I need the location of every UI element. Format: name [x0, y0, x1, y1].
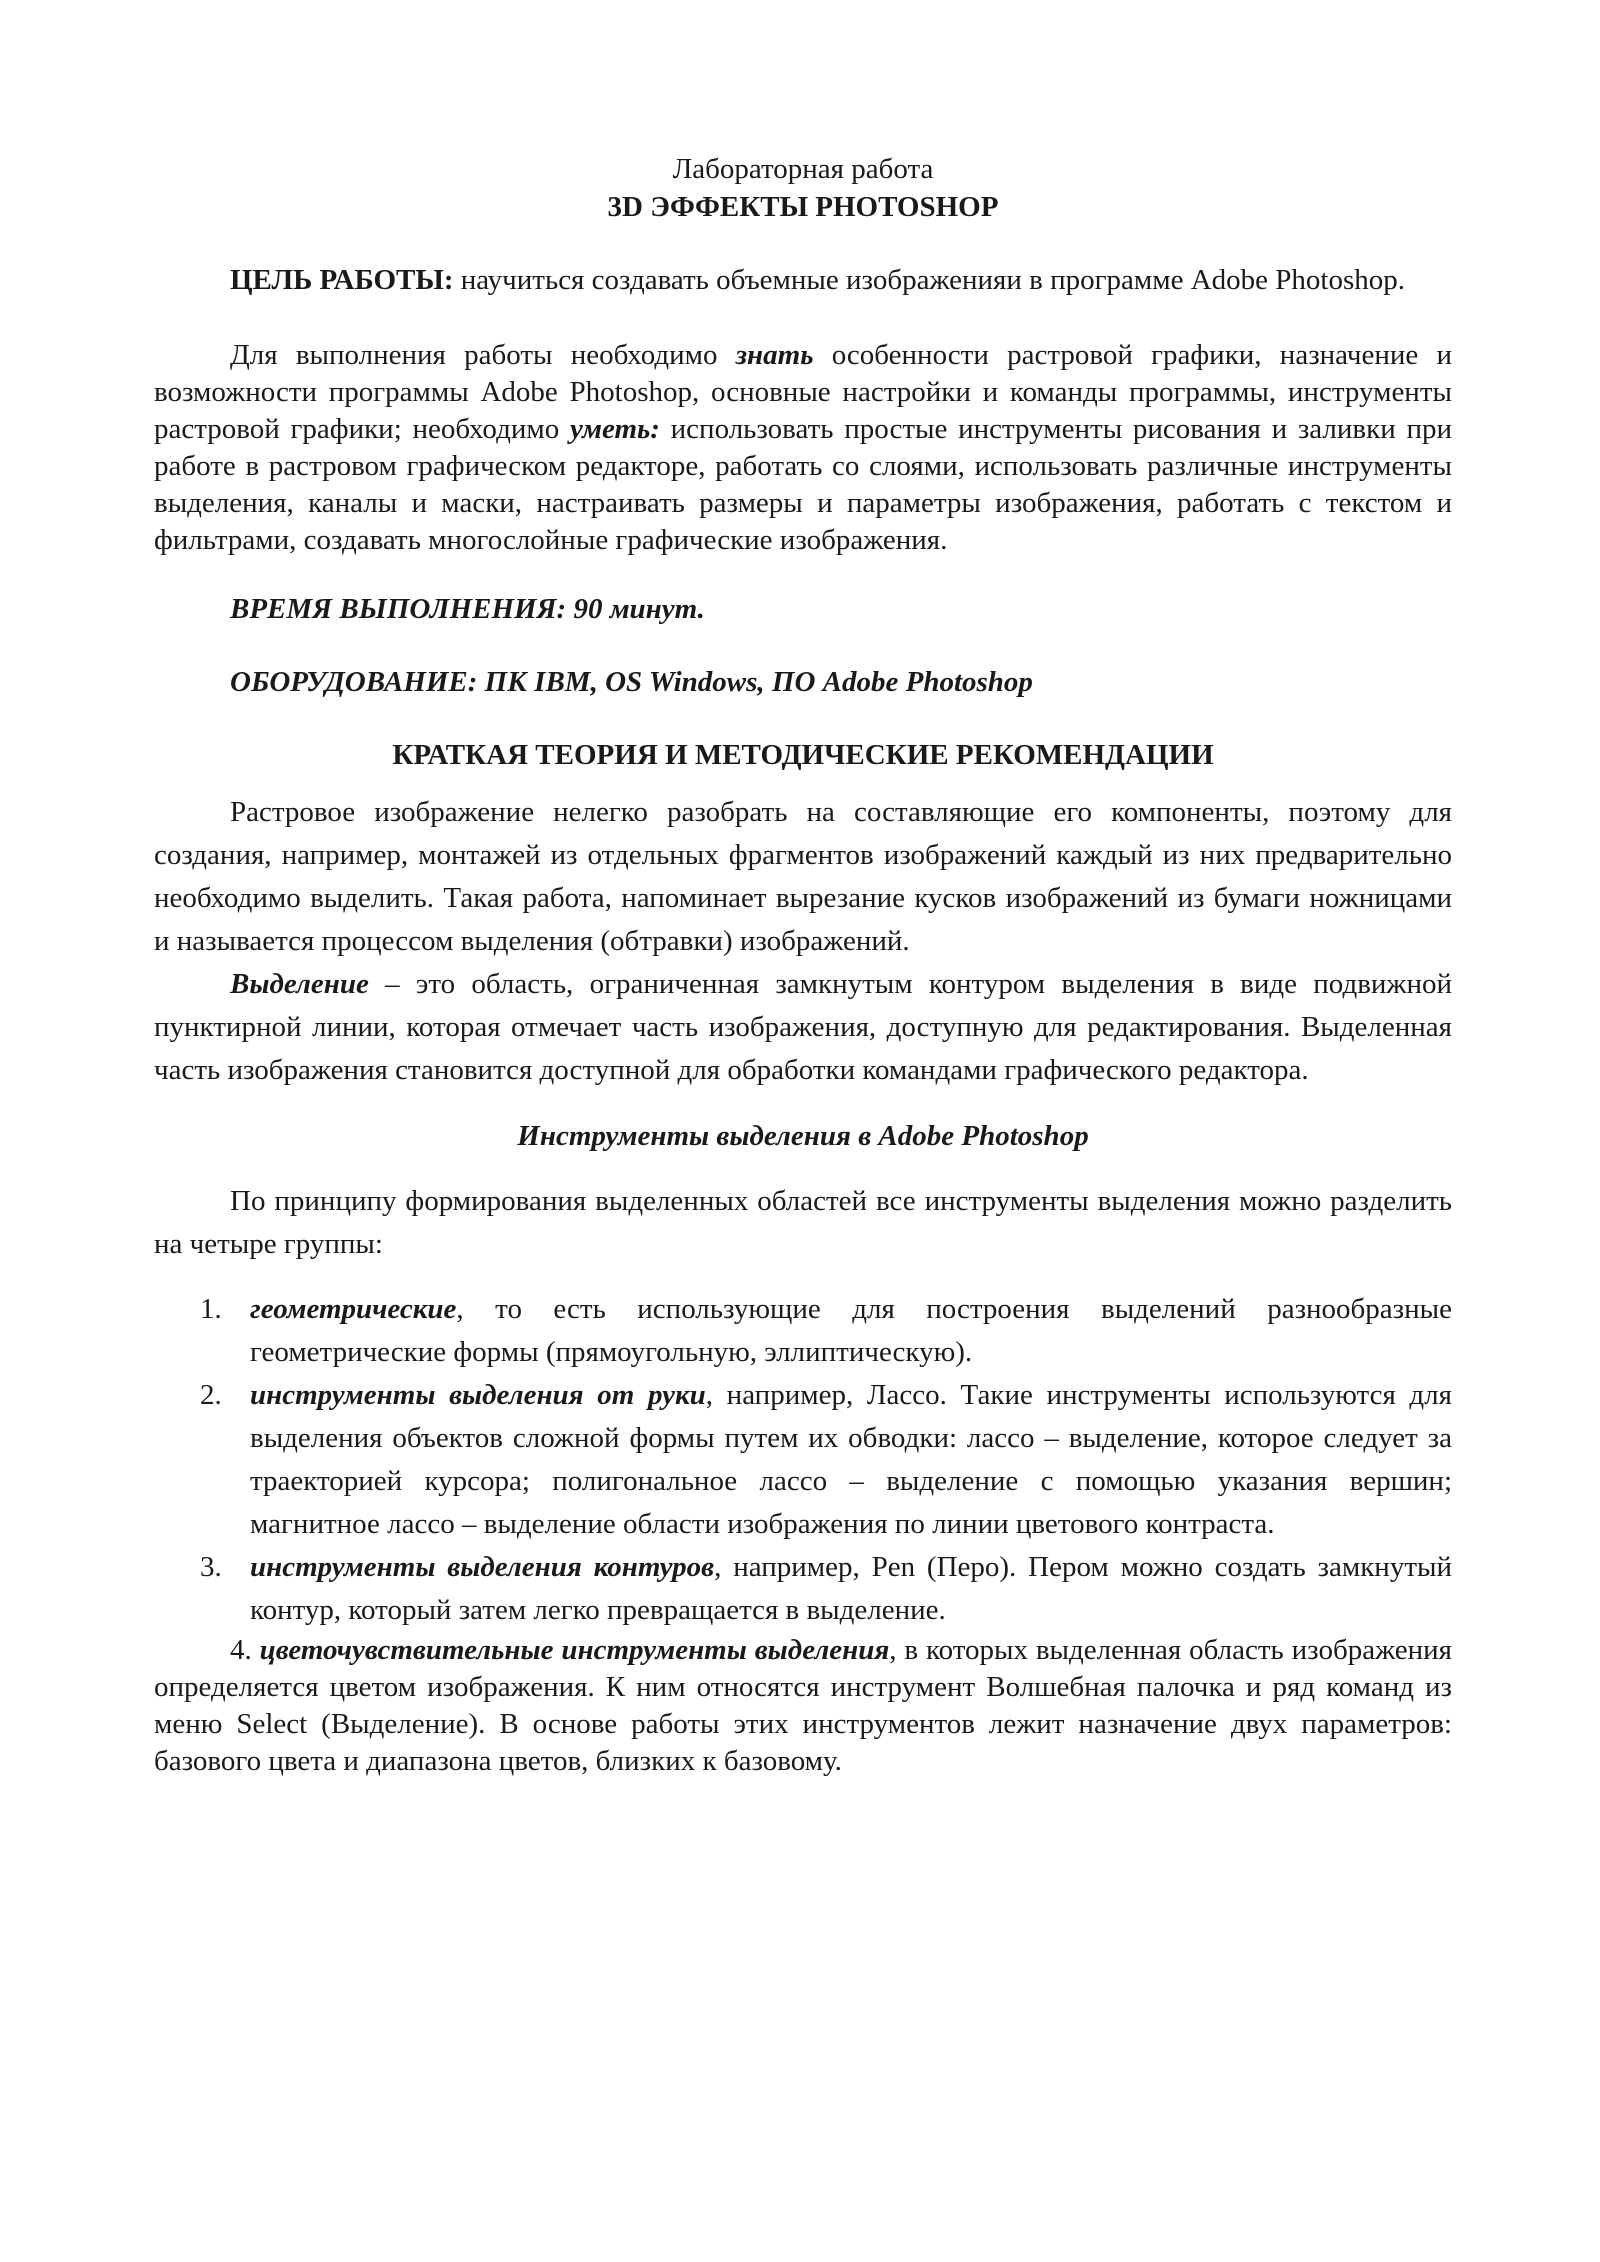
- document-title: 3D ЭФФЕКТЫ PHOTOSHOP: [607, 191, 999, 223]
- list-item-term: инструменты выделения контуров: [250, 1551, 715, 1583]
- goal-paragraph: [154, 262, 1452, 299]
- requirements-text-3: использовать простые инструменты рисования и заливки при работе в растровом графическом редакторе, работать со слоями, использовать различные инструменты выделения, каналы и маски, настраивать размеры и параметры изображения, работать с текстом и фильтрами, создавать многослойные графические изображения.: [154, 413, 1452, 556]
- theory-paragraph-2: [154, 963, 1452, 1092]
- goal-label: ЦЕЛЬ РАБОТЫ:: [230, 264, 454, 296]
- list-item-number: 4.: [230, 1634, 252, 1666]
- list-item-description: , например, Pen (Перо). Пером можно создать замкнутый контур, который затем легко превращается в выделение.: [250, 1551, 1453, 1626]
- equipment-line: ОБОРУДОВАНИЕ: ПК IBM, OS Windows, ПО Adobe Photoshop: [230, 666, 1033, 698]
- document-type: Лабораторная работа: [672, 153, 934, 185]
- theory-heading: КРАТКАЯ ТЕОРИЯ И МЕТОДИЧЕСКИЕ РЕКОМЕНДАЦИИ: [392, 739, 1214, 771]
- tools-heading: Инструменты выделения в Adobe Photoshop: [517, 1120, 1089, 1152]
- goal-text: научиться создавать объемные изображенияи в программе Adobe Photoshop.: [453, 264, 1405, 296]
- list-item: [154, 1288, 1452, 1374]
- list-item-text: [200, 1288, 1452, 1374]
- list-item: [154, 1546, 1452, 1632]
- list-item-number: 3.: [200, 1551, 222, 1583]
- time-line: ВРЕМЯ ВЫПОЛНЕНИЯ: 90 минут.: [230, 593, 705, 625]
- theory-paragraph-1: Растровое изображение нелегко разобрать на составляющие его компоненты, поэтому для создания, например, монтажей из отдельных фрагментов изображений каждый из них предварительно необходимо выделить. Такая работа, напоминает вырезание кусков изображений из бумаги ножницами и называется процессом выделения (обтравки) изображений.: [154, 796, 1452, 957]
- selection-term: Выделение: [230, 968, 369, 1000]
- list-item-text: [200, 1546, 1453, 1632]
- tools-intro: По принципу формирования выделенных областей все инструменты выделения можно разделить на четыре группы:: [154, 1185, 1452, 1260]
- selection-definition: – это область, ограниченная замкнутым контуром выделения в виде подвижной пунктирной линии, которая отмечает часть изображения, доступную для редактирования. Выделенная часть изображения становится доступной для обработки командами графического редактора.: [154, 968, 1452, 1086]
- requirements-text-2: особенности растровой графики, назначение и возможности программы Adobe Photoshop, основные настройки и команды программы, инструменты растровой графики; необходимо: [154, 339, 1452, 445]
- requirements-can: уметь:: [569, 413, 660, 445]
- list-item: [154, 1374, 1452, 1546]
- list-item-description: , в которых выделенная область изображения определяется цветом изображения. К ним относятся инструмент Волшебная палочка и ряд команд из меню Select (Выделение). В основе работы этих инструментов лежит назначение двух параметров: базового цвета и диапазона цветов, близких к базовому.: [154, 1634, 1453, 1777]
- requirements-know: знать: [735, 339, 814, 371]
- requirements-text-1: Для выполнения работы необходимо: [230, 339, 736, 371]
- list-item-number: 2.: [200, 1379, 222, 1411]
- tool-groups-list: [154, 1288, 1452, 1780]
- list-item-text: [200, 1374, 1452, 1546]
- document-page: [154, 150, 1452, 1780]
- list-item-term: геометрические: [250, 1293, 457, 1325]
- list-item-description: , то есть использующие для построения выделений разнообразные геометрические формы (прямоугольную, эллиптическую).: [250, 1293, 1452, 1368]
- list-item: [154, 1632, 1452, 1780]
- list-item-term: цветочувствительные инструменты выделения: [259, 1634, 890, 1666]
- list-item-text: [154, 1632, 1452, 1780]
- list-item-number: 1.: [200, 1293, 222, 1325]
- list-item-description: , например, Лассо. Такие инструменты используются для выделения объектов сложной формы путем их обводки: лассо – выделение, которое следует за траекторией курсора; полигональное лассо – выделение с помощью указания вершин; магнитное лассо – выделение области изображения по линии цветового контраста.: [250, 1379, 1452, 1540]
- requirements-paragraph: [154, 337, 1452, 559]
- list-item-term: инструменты выделения от руки: [250, 1379, 706, 1411]
